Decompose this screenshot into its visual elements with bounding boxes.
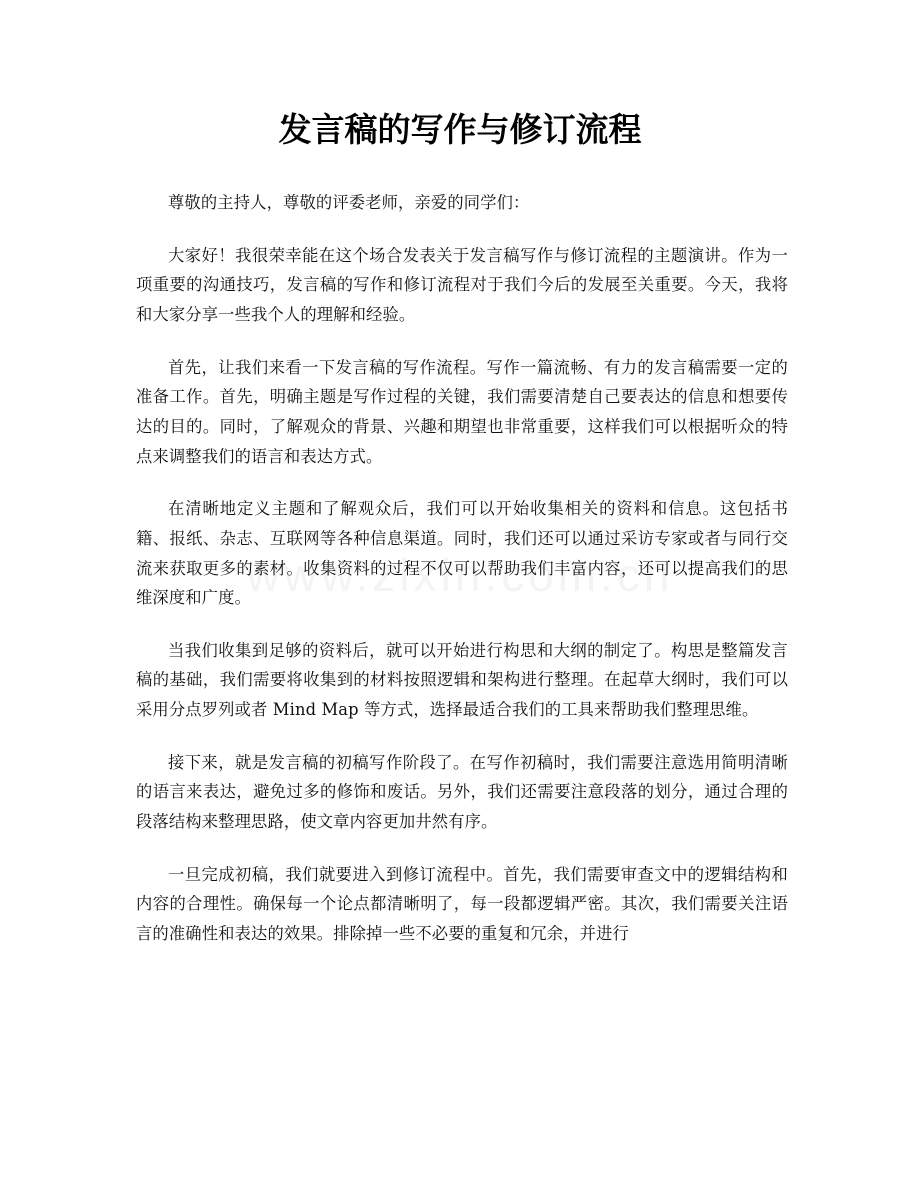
paragraph-revision: 一旦完成初稿，我们就要进入到修订流程中。首先，我们需要审查文中的逻辑结构和内容的合理性。确保每一个论点都清晰明了，每一段都逻辑严密。其次，我们需要关注语言的准确性和表达的效果。排除掉一些不必要的重复和冗余，并进行 xyxy=(136,864,788,943)
paragraph-writing-process: 首先，让我们来看一下发言稿的写作流程。写作一篇流畅、有力的发言稿需要一定的准备工作。首先，明确主题是写作过程的关键，我们需要清楚自己要表达的信息和想要传达的目的。同时，了解观众的背景、兴趣和期望也非常重要，这样我们可以根据听众的特点来调整我们的语言和表达方式。 xyxy=(136,357,788,466)
document-body xyxy=(136,188,788,972)
paragraph-collect-materials: 在清晰地定义主题和了解观众后，我们可以开始收集相关的资料和信息。这包括书籍、报纸、杂志、互联网等各种信息渠道。同时，我们还可以通过采访专家或者与同行交流来获取更多的素材。收集资料的过程不仅可以帮助我们丰富内容，还可以提高我们的思维深度和广度。 xyxy=(136,499,788,608)
page-title: 发言稿的写作与修订流程 xyxy=(278,110,642,149)
paragraph-intro: 大家好！我很荣幸能在这个场合发表关于发言稿写作与修订流程的主题演讲。作为一项重要的沟通技巧，发言稿的写作和修订流程对于我们今后的发展至关重要。今天，我将和大家分享一些我个人的理解和经验。 xyxy=(136,245,788,324)
paragraph-salutation: 尊敬的主持人，尊敬的评委老师，亲爱的同学们： xyxy=(168,193,530,212)
paragraph-first-draft: 接下来，就是发言稿的初稿写作阶段了。在写作初稿时，我们需要注意选用简明清晰的语言来表达，避免过多的修饰和废话。另外，我们还需要注意段落的划分，通过合理的段落结构来整理思路，使文章内容更加井然有序。 xyxy=(136,752,788,832)
paragraph-outline: 当我们收集到足够的资料后，就可以开始进行构思和大纲的制定了。构思是整篇发言稿的基础，我们需要将收集到的材料按照逻辑和架构进行整理。在起草大纲时，我们可以采用分点罗列或者 Mind Map 等方式，选择最适合我们的工具来帮助我们整理思维。 xyxy=(136,640,788,720)
